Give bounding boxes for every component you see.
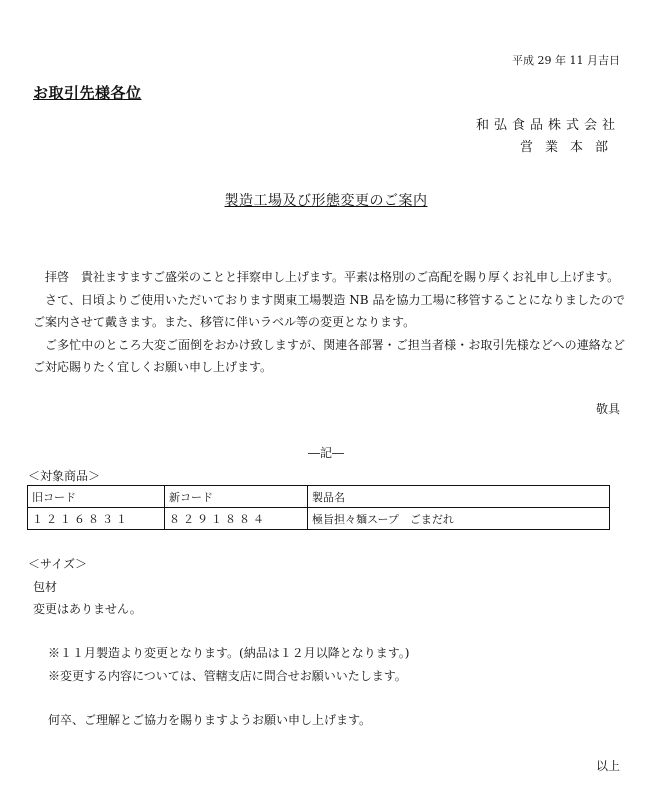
table-row bbox=[28, 508, 610, 530]
table-header-product-name: 製品名 bbox=[308, 486, 610, 508]
note-manufacturing: ※１１月製造より変更となります。(納品は１２月以降となります。) bbox=[48, 646, 410, 660]
closing-keigu: 敬具 bbox=[595, 402, 620, 416]
department-name: 営業本部 bbox=[519, 140, 620, 155]
body-paragraph-greeting: 拝啓 貴社ますますご盛栄のことと拝察申し上げます。平素は格別のご高配を賜り厚くお礼申し上げます。 bbox=[45, 270, 620, 284]
size-label: ＜サイズ＞ bbox=[28, 557, 88, 571]
product-name-cell: 極旨担々麺スープ ごまだれ bbox=[308, 508, 610, 530]
new-code-cell: ８２９１８８４ bbox=[165, 508, 308, 530]
document-date: 平成 29 年 11 月吉日 bbox=[512, 54, 620, 67]
note-inquiry: ※変更する内容については、管轄支店に問合せお願いいたします。 bbox=[48, 669, 407, 683]
table-header-new-code: 新コード bbox=[165, 486, 308, 508]
table-header-row bbox=[28, 486, 610, 508]
body-paragraph-notice: さて、日頃よりご使用いただいております関東工場製造 NB 品を協力工場に移管することになりましたのでご案内させて戴きます。また、移管に伴いラベル等の変更となります。 bbox=[33, 292, 625, 329]
letter-body bbox=[33, 266, 625, 379]
document-subject: 製造工場及び形態変更のご案内 bbox=[224, 193, 428, 209]
old-code-cell: １２１６８３１ bbox=[28, 508, 165, 530]
no-change-text: 変更はありません。 bbox=[33, 602, 142, 616]
closing-request: 何卒、ご理解とご協力を賜りますようお願い申し上げます。 bbox=[48, 713, 372, 727]
body-paragraph-request: ご多忙中のところ大変ご面倒をおかけ致しますが、関連各部署・ご担当者様・お取引先様などへの連絡などご対応賜りたく宜しくお願い申し上げます。 bbox=[33, 337, 625, 374]
ki-marker: ―記― bbox=[307, 446, 344, 460]
packaging-label: 包材 bbox=[33, 580, 58, 594]
products-label: ＜対象商品＞ bbox=[28, 469, 101, 483]
company-name: 和弘食品株式会社 bbox=[475, 118, 620, 133]
recipient-heading: お取引先様各位 bbox=[33, 84, 142, 102]
closing-ijo: 以上 bbox=[595, 759, 620, 773]
table-header-old-code: 旧コード bbox=[28, 486, 165, 508]
products-table bbox=[27, 485, 610, 530]
